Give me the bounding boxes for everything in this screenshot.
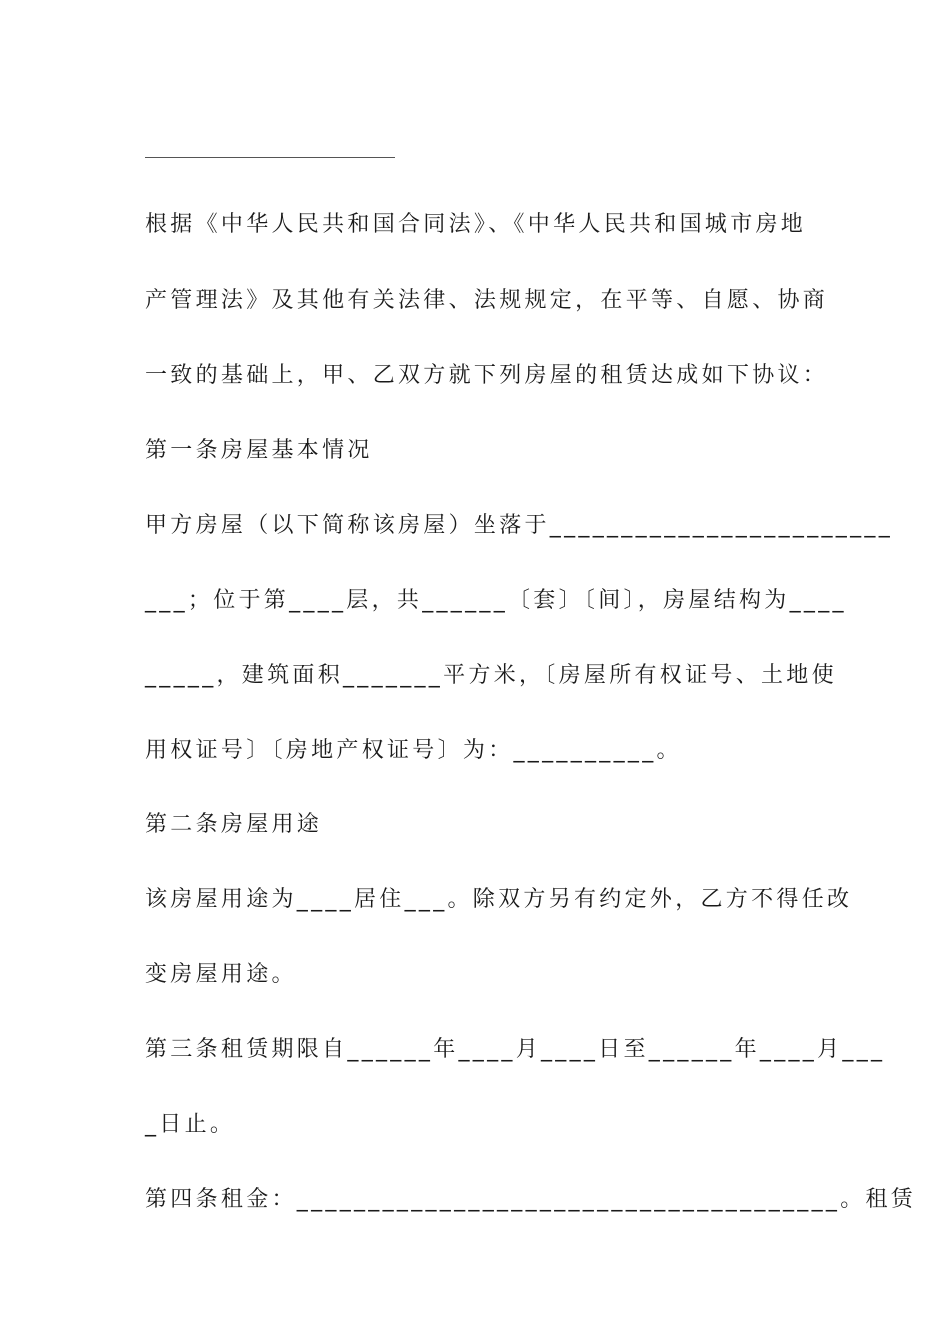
paragraph-line-11: 变房屋用途。 — [145, 962, 297, 987]
article-1-heading: 第一条房屋基本情况 — [145, 438, 373, 463]
article-3-line: 第三条租赁期限自______年____月____日至______年____月___ — [145, 1037, 886, 1062]
paragraph-line-8: 用权证号〕〔房地产权证号〕为：__________。 — [145, 738, 682, 763]
paragraph-line-6: ___；位于第____层，共______〔套〕〔间〕，房屋结构为____ — [145, 588, 847, 613]
paragraph-line-2: 产管理法》及其他有关法律、法规规定，在平等、自愿、协商 — [145, 288, 829, 313]
article-2-heading: 第二条房屋用途 — [145, 812, 323, 837]
article-4-line: 第四条租金：______________________________________。租赁 — [145, 1187, 917, 1212]
paragraph-line-5: 甲方房屋（以下简称该房屋）坐落于________________________ — [145, 513, 894, 538]
paragraph-line-13: _日止。 — [145, 1112, 236, 1137]
paragraph-line-10: 该房屋用途为____居住___。除双方另有约定外，乙方不得任改 — [145, 887, 853, 912]
top-divider — [145, 157, 395, 158]
paragraph-line-3: 一致的基础上，甲、乙双方就下列房屋的租赁达成如下协议： — [145, 363, 829, 388]
paragraph-line-7: _____，建筑面积_______平方米，〔房屋所有权证号、土地使 — [145, 663, 837, 688]
paragraph-line-1: 根据《中华人民共和国合同法》、《中华人民共和国城市房地 — [145, 212, 807, 237]
